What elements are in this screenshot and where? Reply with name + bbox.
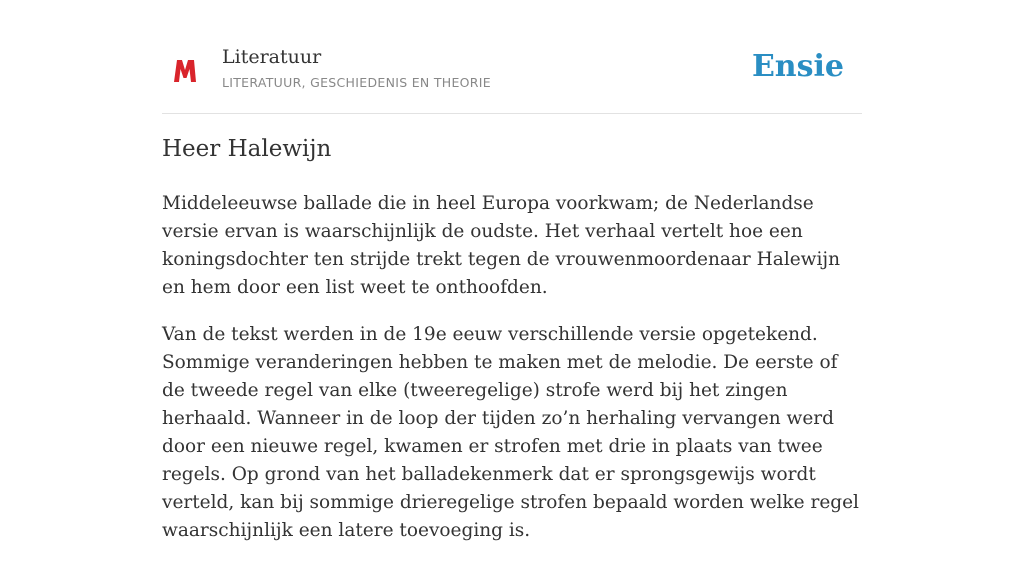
article-body: [162, 190, 862, 564]
article-paragraph: Van de tekst werden in de 19e eeuw verschillende versie opgetekend. Sommige veranderingen hebben te maken met de melodie. De eerste of de tweede regel van elke (tweeregelige) strofe werd bij het zingen herhaald. Wanneer in de loop der tijden zo’n herhaling vervangen werd door een nieuwe regel, kwamen er strofen met drie in plaats van twee regels. Op grond van het balladekenmerk dat er sprongsgewijs wordt verteld, kan bij sommige drieregelige strofen bepaald worden welke regel waarschijnlijk een latere toevoeging is.: [162, 324, 859, 541]
article-paragraph: Middeleeuwse ballade die in heel Europa voorkwam; de Nederlandse versie ervan is waarschijnlijk de oudste. Het verhaal vertelt hoe een koningsdochter ten strijde trekt tegen de vrouwenmoordenaar Halewijn en hem door een list weet te onthoofden.: [162, 193, 841, 298]
article-title: Heer Halewijn: [162, 136, 332, 162]
category-title[interactable]: Literatuur: [222, 46, 322, 68]
red-m-logo-icon[interactable]: [172, 56, 198, 84]
category-subtitle: LITERATUUR, GESCHIEDENIS EN THEORIE: [222, 75, 491, 90]
ensie-brand-logo[interactable]: Ensie: [751, 49, 844, 84]
header: [162, 40, 862, 114]
